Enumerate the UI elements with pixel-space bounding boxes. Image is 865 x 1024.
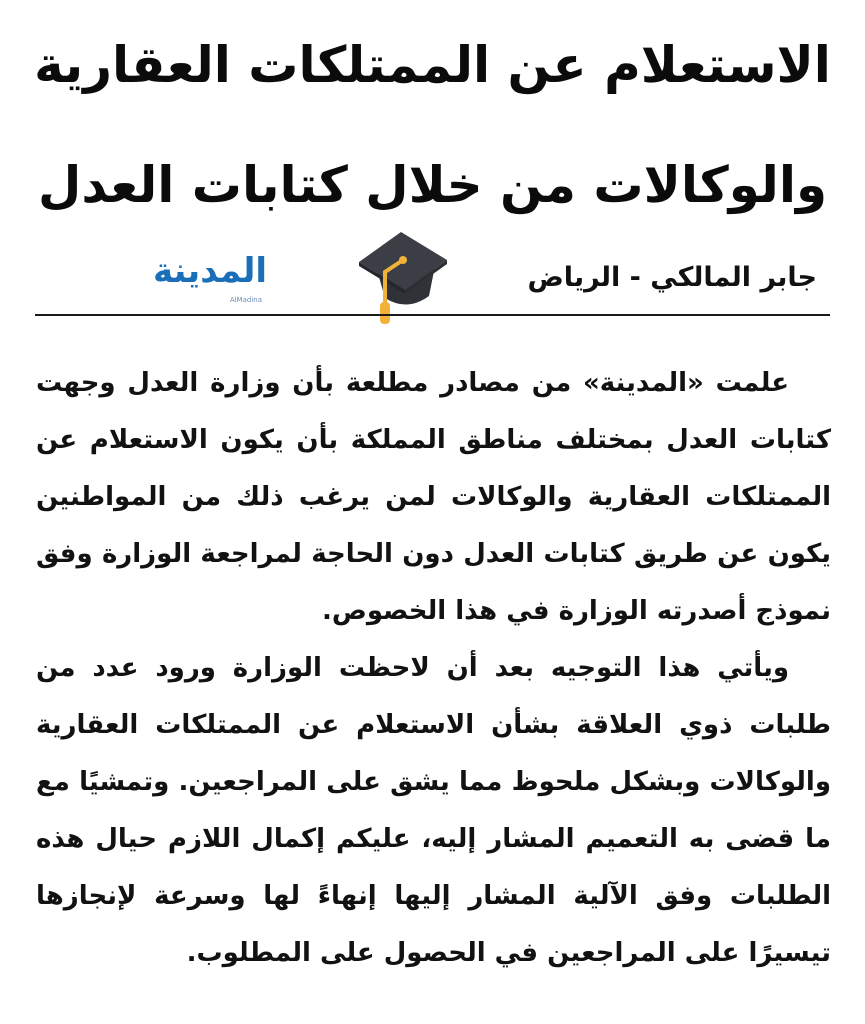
article-body xyxy=(36,355,831,982)
headline-line-2: والوكالات من خلال كتابات العدل xyxy=(37,156,828,214)
byline: جابر المالكي - الرياض xyxy=(527,262,817,293)
logo-text: المدينة xyxy=(152,251,268,291)
headline-line-1: الاستعلام عن الممتلكات العقارية xyxy=(34,36,831,94)
paragraph-1: علمت «المدينة» من مصادر مطلعة بأن وزارة العدل وجهت كتابات العدل بمختلف مناطق المملكة بأن يكون الاستعلام عن الممتلكات العقارية والوكالات لمن يرغب ذلك من المواطنين يكون عن طريق كتابات العدل دون الحاجة لمراجعة الوزارة وفق نموذج أصدرته الوزارة في هذا الخصوص. xyxy=(36,368,831,626)
divider-rule xyxy=(35,314,830,316)
logo-subtext: AlMadina xyxy=(229,296,262,304)
paragraph-2: ويأتي هذا التوجيه بعد أن لاحظت الوزارة ورود عدد من طلبات ذوي العلاقة بشأن الاستعلام عن الممتلكات العقارية والوكالات وبشكل ملحوظ مما يشق على المراجعين. وتمشيًا مع ما قضى به التعميم المشار إليه، عليكم إكمال اللازم حيال هذه الطلبات وفق الآلية المشار إليها إنهاءً لها وسرعة لإنجازها تيسيرًا على المراجعين في الحصول على المطلوب. xyxy=(36,653,831,968)
newspaper-logo xyxy=(150,250,270,304)
